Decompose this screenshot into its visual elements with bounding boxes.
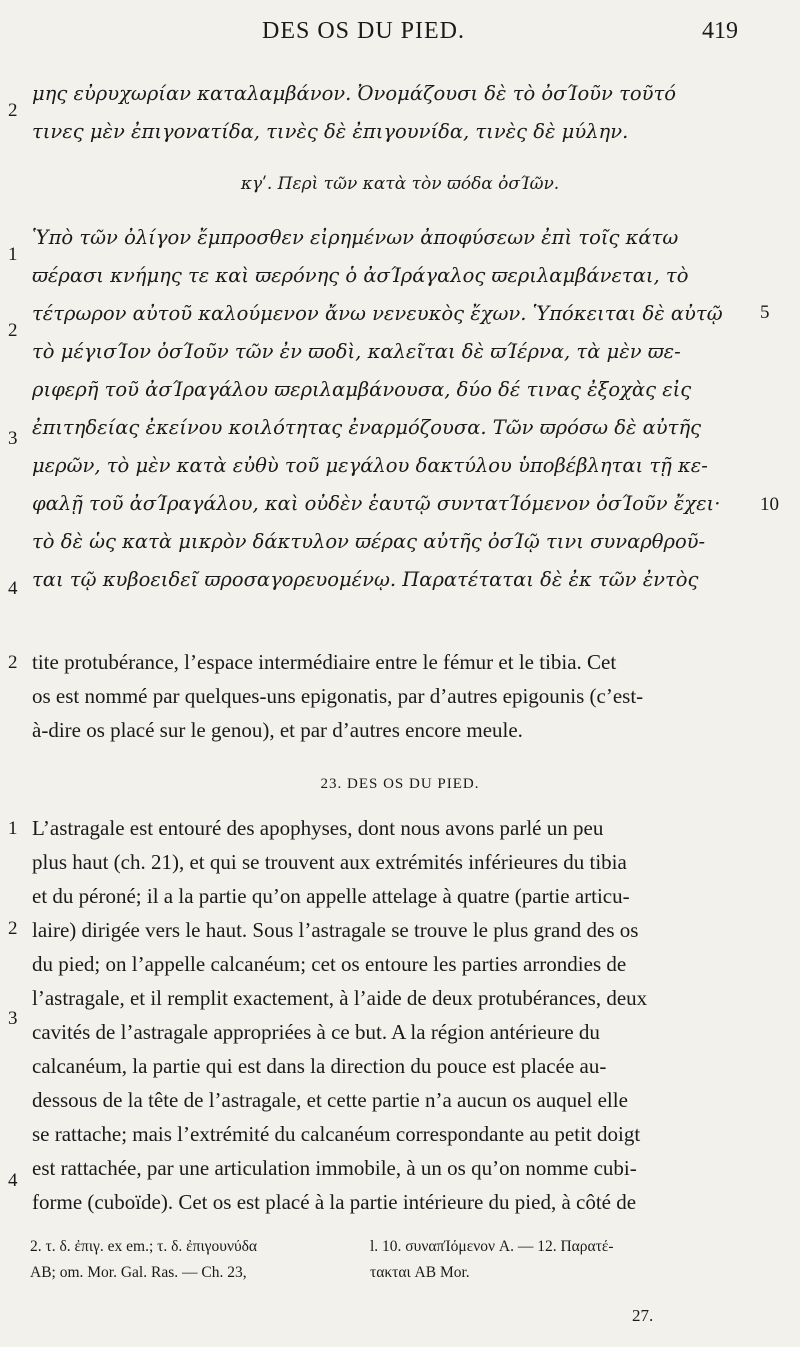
footnote-line: AB; om. Mor. Gal. Ras. — Ch. 23, — [30, 1264, 247, 1281]
french-line-text: L’astragale est entouré des apophyses, dont nous avons parlé un peu — [32, 816, 604, 840]
french-line-text: plus haut (ch. 21), et qui se trouvent aux extrémités inférieures du tibia — [32, 850, 627, 874]
greek-line-text: ϖέρασι κνήμης τε καὶ ϖερόνης ὁ ἀσΊράγαλος ϖεριλαμβάνεται, τὸ — [32, 264, 689, 287]
greek-line-text: ἐπιτηδείας ἐκείνου κοιλότητας ἐναρμόζουσα. Τῶν ϖρόσω δὲ αὐτῆς — [32, 416, 702, 439]
french-line-text: est rattachée, par une articulation immobile, à un os qu’on nomme cubi- — [32, 1156, 637, 1180]
french-line — [0, 950, 800, 986]
french-line — [0, 1086, 800, 1122]
french-line-text: forme (cuboïde). Cet os est placé à la partie intérieure du pied, à côté de — [32, 1190, 637, 1214]
french-line-text: cavités de l’astragale appropriées à ce but. A la région antérieure du — [32, 1020, 600, 1044]
french-line — [0, 682, 800, 718]
greek-line-text: τὸ δὲ ὡς κατὰ μικρὸν δάκτυλον ϖέρας αὐτῆς ὀσΊῷ τινι συναρθροῦ- — [32, 530, 706, 553]
greek-line — [0, 72, 800, 121]
greek-chapter-heading: κγʹ. Περὶ τῶν κατὰ τὸν ϖόδα ὀσΊῶν. — [240, 174, 560, 194]
greek-line — [0, 526, 800, 562]
french-line-text: à-dire os placé sur le genou), et par d’autres encore meule. — [32, 718, 523, 742]
greek-line-text: τὸ μέγισΊον ὀσΊοῦν τῶν ἐν ϖοδὶ, καλεῖται δὲ ϖΊέρνα, τὰ μὲν ϖε- — [32, 340, 681, 363]
greek-line — [0, 260, 800, 296]
french-line — [0, 848, 800, 884]
line-marker: 3 — [8, 428, 18, 449]
french-line — [0, 1170, 800, 1224]
line-marker: 2 — [8, 918, 18, 939]
line-marker: 2 — [8, 100, 18, 121]
french-line-text: tite protubérance, l’espace intermédiaire entre le fémur et le tibia. Cet — [32, 650, 617, 674]
french-line-text: l’astragale, et il remplit exactement, à l’aide de deux protubérances, deux — [32, 986, 648, 1010]
page-header — [0, 18, 800, 52]
line-marker: 4 — [8, 578, 18, 599]
french-line — [0, 1008, 800, 1054]
french-line — [0, 648, 800, 684]
line-marker: 4 — [8, 1170, 18, 1191]
line-marker: 2 — [8, 320, 18, 341]
greek-line-text: τινες μὲν ἐπιγονατίδα, τινὲς δὲ ἐπιγουνίδα, τινὲς δὲ μύλην. — [32, 120, 629, 143]
signature-mark: 27. — [632, 1306, 654, 1325]
page-number: 419 — [702, 18, 738, 44]
greek-line-text: ται τῷ κυβοειδεῖ ϖροσαγορευομένῳ. Παρατέταται δὲ ἐκ τῶν ἐντὸς — [32, 568, 699, 591]
line-marker: 1 — [8, 818, 18, 839]
french-line-text: laire) dirigée vers le haut. Sous l’astragale se trouve le plus grand des os — [32, 918, 639, 942]
running-head: DES OS DU PIED. — [262, 18, 466, 44]
greek-line-text: μης εὐρυχωρίαν καταλαμβάνον. Ὀνομάζουσι δὲ τὸ ὀσΊοῦν τοῦτό — [32, 82, 676, 105]
greek-line — [0, 298, 800, 341]
french-line — [0, 814, 800, 850]
greek-line — [0, 450, 800, 486]
greek-line-text: ριφερῆ τοῦ ἀσΊραγάλου ϖεριλαμβάνουσα, δύο δέ τινας ἐξοχὰς εἰς — [32, 378, 692, 401]
line-marker: 3 — [8, 1008, 18, 1029]
french-chapter-heading: 23. DES OS DU PIED. — [320, 776, 480, 792]
footnote-line: l. 10. συναπΊόμενον A. — 12. Παρατέ- — [370, 1238, 614, 1255]
french-line-text: os est nommé par quelques-uns epigonatis, par d’autres epigounis (c’est- — [32, 684, 644, 708]
french-line-text: calcanéum, la partie qui est dans la direction du pouce est placée au- — [32, 1054, 607, 1078]
french-line — [0, 716, 800, 752]
footnote-line: 2. τ. δ. ἐπιγ. ex em.; τ. δ. ἐπιγουνύδα — [30, 1238, 258, 1255]
greek-line — [0, 110, 800, 146]
french-line-text: du pied; on l’appelle calcanéum; cet os entoure les parties arrondies de — [32, 952, 627, 976]
greek-line — [0, 564, 800, 600]
french-line — [0, 984, 800, 1020]
french-line — [0, 1120, 800, 1156]
french-line — [0, 1154, 800, 1190]
greek-line — [0, 222, 800, 265]
greek-line-text: φαλῇ τοῦ ἀσΊραγάλου, καὶ οὐδὲν ἑαυτῷ συντατΊόμενον ὀσΊοῦν ἔχει· — [32, 492, 721, 515]
line-marker: 2 — [8, 652, 18, 673]
footnote-line: τακται AB Mor. — [370, 1264, 470, 1281]
greek-line-text: μερῶν, τὸ μὲν κατὰ εὐθὺ τοῦ μεγάλου δακτύλου ὑποβέβληται τῇ κε- — [32, 454, 708, 477]
french-line-text: et du péroné; il a la partie qu’on appelle attelage à quatre (partie articu- — [32, 884, 630, 908]
french-line-text: se rattache; mais l’extrémité du calcanéum correspondante au petit doigt — [32, 1122, 641, 1146]
line-marker: 1 — [8, 244, 18, 265]
verse-number: 10 — [760, 494, 779, 515]
greek-line — [0, 412, 800, 448]
greek-line-text: τέτρωρον αὐτοῦ καλούμενον ἄνω νενευκὸς ἔχων. Ὑπόκειται δὲ αὐτῷ — [32, 302, 723, 325]
french-line-text: dessous de la tête de l’astragale, et cette partie n’a aucun os auquel elle — [32, 1088, 628, 1112]
footnotes-right-column — [370, 1238, 770, 1290]
greek-line — [0, 374, 800, 410]
verse-number: 5 — [760, 302, 770, 323]
footnotes-left-column — [30, 1238, 360, 1290]
french-line — [0, 882, 800, 918]
greek-line-text: Ὑπὸ τῶν ὀλίγον ἔμπροσθεν εἰρημένων ἀποφύσεων ἐπὶ τοῖς κάτω — [32, 226, 679, 249]
greek-line — [0, 336, 800, 372]
french-line — [0, 1052, 800, 1088]
french-line — [0, 916, 800, 952]
greek-line — [0, 488, 800, 524]
